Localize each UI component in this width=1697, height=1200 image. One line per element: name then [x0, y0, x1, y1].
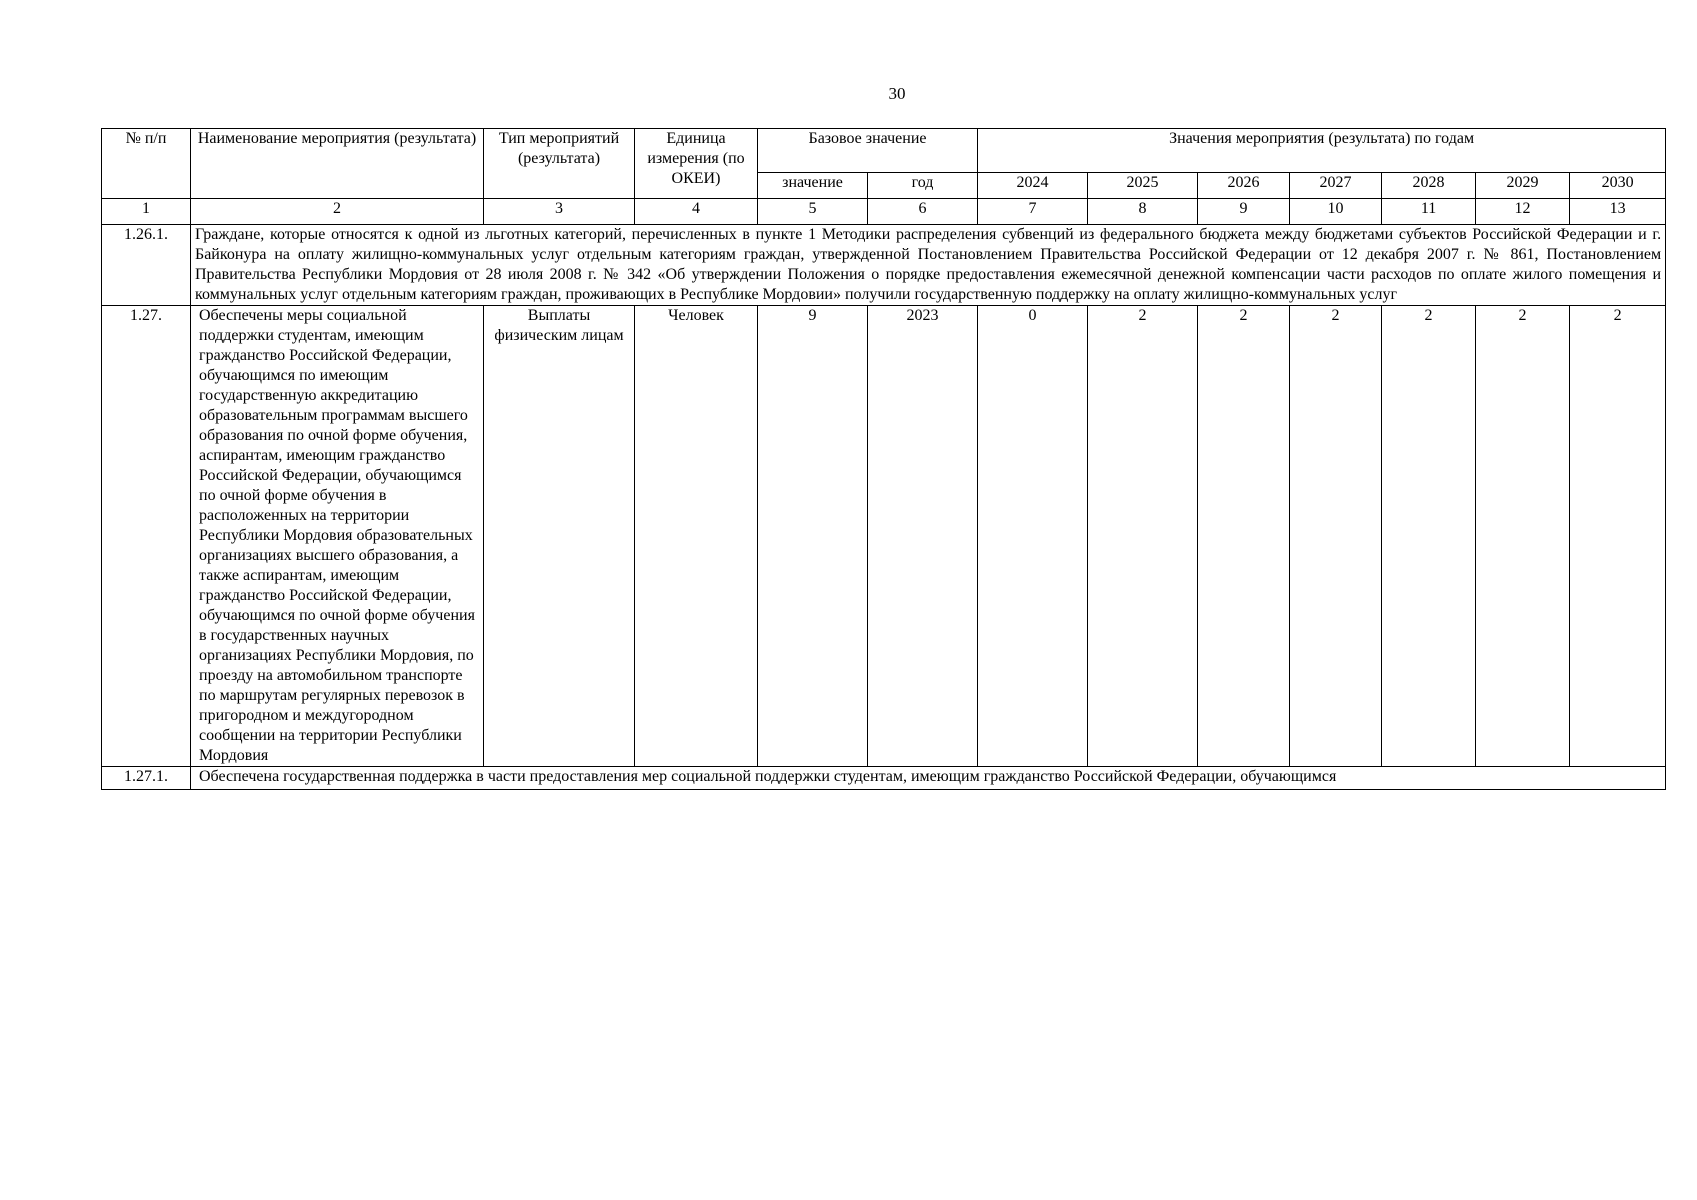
value-2024: 0: [978, 306, 1088, 767]
row-number: 1.27.: [102, 306, 191, 767]
row-number: 1.27.1.: [102, 767, 191, 790]
header-type: Тип мероприятий (результата): [484, 129, 635, 199]
table-row: [102, 767, 1666, 790]
measure-type: Выплаты физическим лицам: [484, 306, 635, 767]
header-year-2024: 2024: [978, 173, 1088, 199]
value-2030: 2: [1570, 306, 1666, 767]
header-row-top: [102, 129, 1666, 173]
measure-name: Обеспечены меры социальной поддержки студентам, имеющим гражданство Российской Федерации, обучающимся по имеющим государственную аккредитацию образовательным программам высшего образования по очной форме обучения, аспирантам, имеющим гражданство Российской Федерации, обучающимся по очной форме обучения в расположенных на территории Республики Мордовия образовательных организациях высшего образования, а также аспирантам, имеющим гражданство Российской Федерации, обучающимся по очной форме обучения в государственных научных организациях Республики Мордовия, по проезду на автомобильном транспорте по маршрутам регулярных перевозок в пригородном и междугородном сообщении на территории Республики Мордовия: [191, 306, 484, 767]
column-number: 5: [758, 199, 868, 225]
column-numbers-row: [102, 199, 1666, 225]
header-years: Значения мероприятия (результата) по годам: [978, 129, 1666, 173]
row-text: Обеспечена государственная поддержка в части предоставления мер социальной поддержки студентам, имеющим гражданство Российской Федерации, обучающимся: [191, 767, 1666, 790]
column-number: 8: [1088, 199, 1198, 225]
base-value: 9: [758, 306, 868, 767]
column-number: 3: [484, 199, 635, 225]
header-num: № п/п: [102, 129, 191, 199]
table-row: [102, 306, 1666, 767]
column-number: 1: [102, 199, 191, 225]
header-base-value: значение: [758, 173, 868, 199]
table-row: [102, 225, 1666, 306]
measure-unit: Человек: [635, 306, 758, 767]
header-unit: Единица измерения (по ОКЕИ): [635, 129, 758, 199]
column-number: 11: [1382, 199, 1476, 225]
column-number: 6: [868, 199, 978, 225]
row-text: Граждане, которые относятся к одной из льготных категорий, перечисленных в пункте 1 Методики распределения субвенций из федерального бюджета между бюджетами субъектов Российской Федерации и г. Байконура на оплату жилищно-коммунальных услуг отдельным категориям граждан, утвержденной Постановлением Правительства Российской Федерации от 12 декабря 2007 г. № 861, Постановлением Правительства Республики Мордовия от 28 июля 2008 г. № 342 «Об утверждении Положения о порядке предоставления ежемесячной денежной компенсации части расходов по оплате жилого помещения и коммунальных услуг отдельным категориям граждан, проживающих в Республике Мордовии» получили государственную поддержку на оплату жилищно-коммунальных услуг: [191, 225, 1666, 306]
value-2026: 2: [1198, 306, 1290, 767]
header-year-2026: 2026: [1198, 173, 1290, 199]
value-2027: 2: [1290, 306, 1382, 767]
column-number: 12: [1476, 199, 1570, 225]
value-2028: 2: [1382, 306, 1476, 767]
value-2025: 2: [1088, 306, 1198, 767]
header-base-year: год: [868, 173, 978, 199]
header-year-2027: 2027: [1290, 173, 1382, 199]
row-number: 1.26.1.: [102, 225, 191, 306]
measures-table: [101, 128, 1666, 790]
value-2029: 2: [1476, 306, 1570, 767]
base-year: 2023: [868, 306, 978, 767]
column-number: 4: [635, 199, 758, 225]
column-number: 2: [191, 199, 484, 225]
header-year-2028: 2028: [1382, 173, 1476, 199]
header-name: Наименование мероприятия (результата): [191, 129, 484, 199]
page-number: 30: [888, 84, 906, 103]
header-year-2025: 2025: [1088, 173, 1198, 199]
header-year-2030: 2030: [1570, 173, 1666, 199]
header-base: Базовое значение: [758, 129, 978, 173]
header-year-2029: 2029: [1476, 173, 1570, 199]
column-number: 7: [978, 199, 1088, 225]
column-number: 10: [1290, 199, 1382, 225]
column-number: 9: [1198, 199, 1290, 225]
column-number: 13: [1570, 199, 1666, 225]
